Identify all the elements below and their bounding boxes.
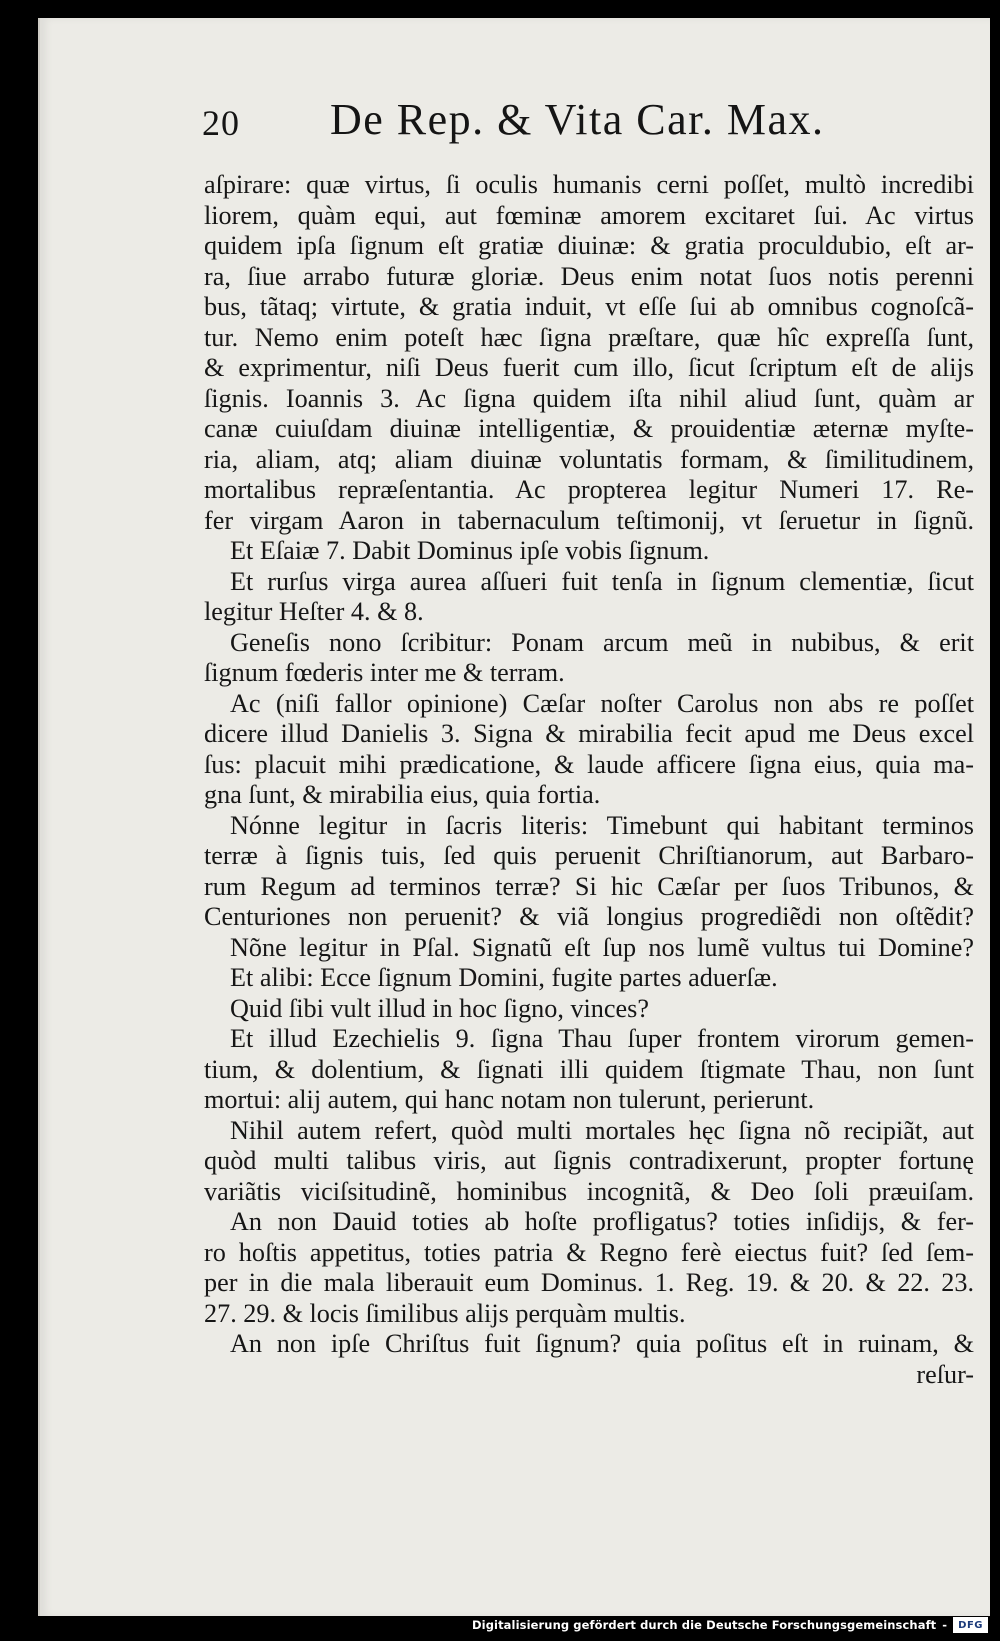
text-line: per in die mala liberauit eum Dominus. 1. Reg. 19. & 20. & 22. 23.: [204, 1268, 974, 1297]
text-line: Quid ſibi vult illud in hoc ſigno, vinces?: [230, 993, 649, 1023]
digitization-credit: [472, 1615, 988, 1635]
text-line: variãtis viciſsitudinẽ, hominibus incognitã, & Deo ſoli præuiſam.: [204, 1176, 974, 1206]
text-line: An non Dauid toties ab hoſte profligatus? toties inſidijs, & fer-: [230, 1207, 974, 1236]
text-line: rum Regum ad terminos terræ? Si hic Cæſar per ſuos Tribunos, &: [204, 871, 974, 901]
text-line: & exprimentur, niſi Deus fuerit cum illo, ſicut ſcriptum eſt de alijs: [204, 353, 974, 382]
text-line: quòd multi talibus viris, aut ſignis contradixerunt, propter fortunę: [204, 1146, 974, 1175]
dfg-logo-icon: DFG: [953, 1617, 988, 1633]
text-line: fer virgam Aaron in tabernaculum teſtimonij, vt ſeruetur in ſignũ.: [204, 505, 974, 535]
running-head: De Rep. & Vita Car. Max.: [330, 95, 825, 144]
text-line: ſignum fœderis inter me & terram.: [204, 658, 565, 687]
text-line: Centuriones non peruenit? & viã longius progrediẽdi non oſtẽdit?: [204, 902, 974, 931]
text-line: tur. Nemo enim poteſt hæc ſigna præſtare, quæ hîc expreſſa ſunt,: [204, 322, 974, 352]
text-line: Ac (niſi fallor opinione) Cæſar noſter Carolus non abs re poſſet: [230, 688, 974, 718]
text-line: reſur-: [916, 1359, 974, 1389]
text-line: gna ſunt, & mirabilia eius, quia fortia.: [204, 780, 601, 809]
book-page: [38, 18, 990, 1616]
text-line: Nónne legitur in ſacris literis: Timebunt qui habitant terminos: [230, 810, 974, 840]
text-line: Nõne legitur in Pſal. Signatũ eſt ſup nos lumẽ vultus tui Domine?: [230, 932, 974, 962]
text-line: terræ à ſignis tuis, ſed quis peruenit Chriſtianorum, aut Barbaro-: [204, 841, 974, 870]
text-line: mortui: alij autem, qui hanc notam non tulerunt, perierunt.: [204, 1085, 815, 1114]
text-line: Geneſis nono ſcribitur: Ponam arcum meũ in nubibus, & erit: [230, 627, 974, 657]
text-line: ſignis. Ioannis 3. Ac ſigna quidem iſta nihil aliud ſunt, quàm ar: [204, 383, 974, 413]
text-line: canæ cuiuſdam diuinæ intelligentiæ, & prouidentiæ æternæ myſte-: [204, 414, 974, 443]
credit-separator: -: [942, 1618, 948, 1632]
text-block: [204, 170, 974, 1390]
text-line: ra, ſiue arrabo futuræ gloriæ. Deus enim notat ſuos notis perenni: [204, 261, 974, 291]
credit-text: Digitalisierung gefördert durch die Deutsche Forschungsgemeinschaft: [472, 1618, 937, 1632]
text-line: quidem ipſa ſignum eſt gratiæ diuinæ: & gratia proculdubio, eſt ar-: [204, 231, 974, 260]
text-line: Et illud Ezechielis 9. ſigna Thau ſuper frontem virorum gemen-: [230, 1024, 974, 1053]
text-line: Nihil autem refert, quòd multi mortales hęc ſigna nõ recipiãt, aut: [230, 1115, 974, 1145]
text-line: Et rurſus virga aurea aſſueri fuit tenſa in ſignum clementiæ, ſicut: [230, 566, 974, 596]
page-number: 20: [202, 103, 240, 143]
text-line: mortalibus repræſentantia. Ac propterea legitur Numeri 17. Re-: [204, 475, 974, 504]
text-line: ſus: placuit mihi prædicatione, & laude afficere ſigna eius, quia ma-: [204, 749, 974, 779]
text-line: aſpirare: quæ virtus, ſi oculis humanis cerni poſſet, multò incredibi: [204, 170, 974, 199]
text-line: Et alibi: Ecce ſignum Domini, fugite partes aduerſæ.: [230, 963, 778, 992]
text-line: bus, tãtaq; virtute, & gratia induit, vt eſſe ſui ab omnibus cognoſcã-: [204, 292, 974, 321]
text-line: Et Eſaiæ 7. Dabit Dominus ipſe vobis ſignum.: [230, 536, 710, 565]
text-line: tium, & dolentium, & ſignati illi quidem ſtigmate Thau, non ſunt: [204, 1054, 974, 1084]
text-line: legitur Heſter 4. & 8.: [204, 597, 424, 626]
text-line: 27. 29. & locis ſimilibus alijs perquàm multis.: [204, 1298, 686, 1328]
text-line: An non ipſe Chriſtus fuit ſignum? quia poſitus eſt in ruinam, &: [230, 1329, 974, 1358]
text-line: ria, aliam, atq; aliam diuinæ voluntatis formam, & ſimilitudinem,: [204, 444, 974, 474]
text-line: liorem, quàm equi, aut fœminæ amorem excitaret ſui. Ac virtus: [204, 200, 974, 230]
text-line: dicere illud Danielis 3. Signa & mirabilia fecit apud me Deus excel: [204, 719, 974, 748]
text-line: ro hoſtis appetitus, toties patria & Regno ferè eiectus fuit? ſed ſem-: [204, 1237, 974, 1267]
page-header: [202, 95, 892, 162]
